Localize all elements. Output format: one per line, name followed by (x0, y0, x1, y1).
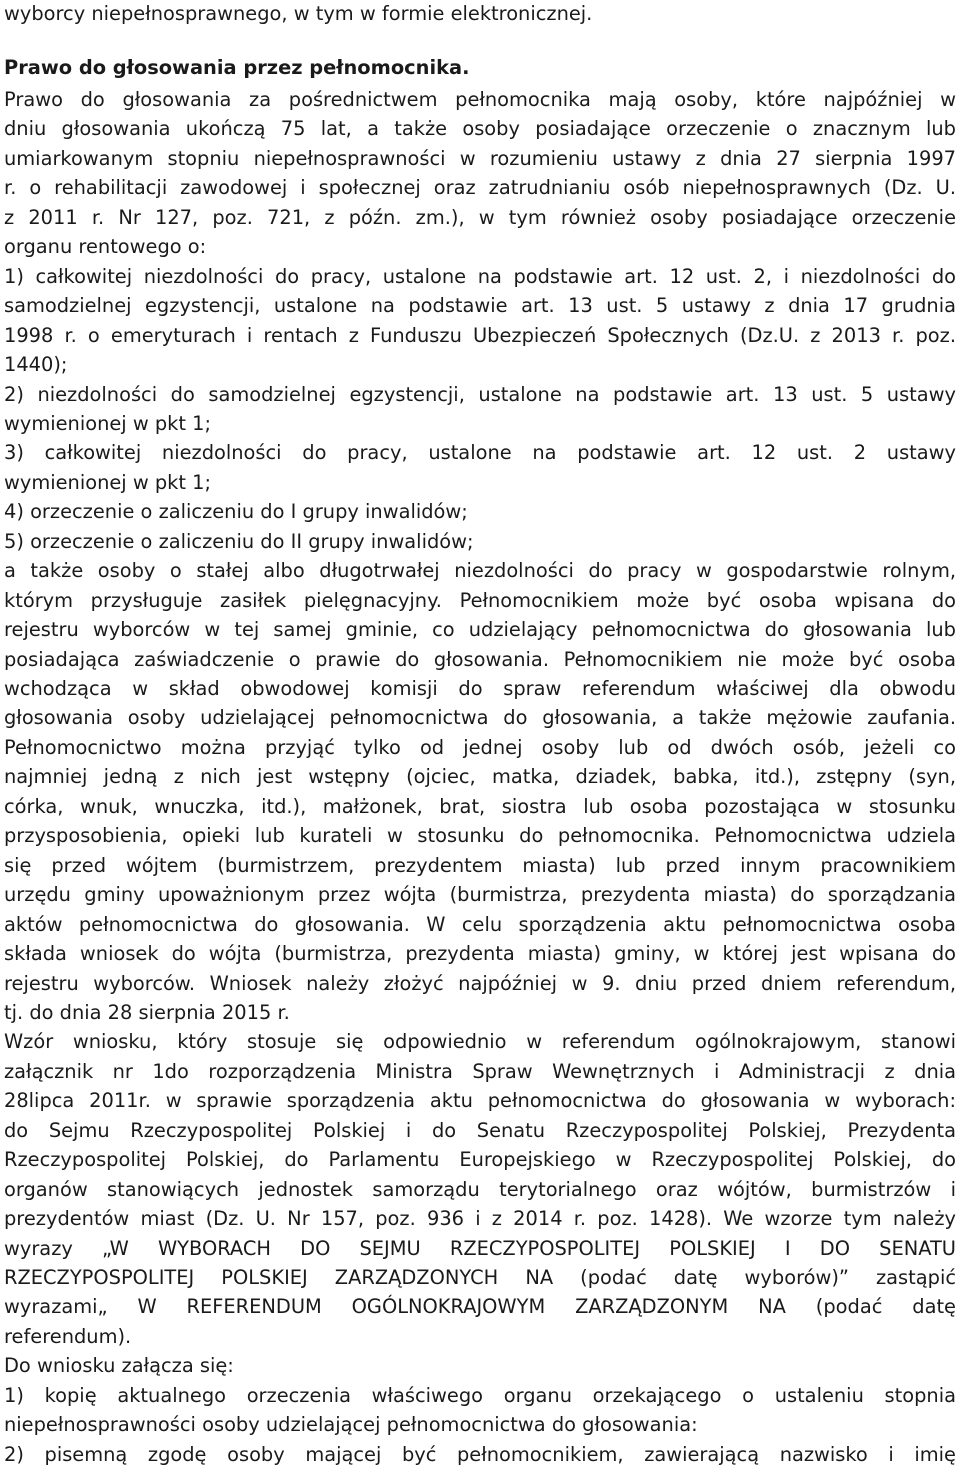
paragraph-line: urzędu gminy upoważnionym przez wójta (burmistrza, prezydenta miasta) do sporządzania (4, 883, 956, 907)
paragraph-line: wymienionej w pkt 1; (4, 470, 212, 494)
paragraph-line: organów stanowiących jednostek samorządu terytorialnego oraz wójtów, burmistrzów i (4, 1177, 956, 1201)
paragraph-line: rejestru wyborców w tej samej gminie, co udzielający pełnomocnictwa do głosowania lub (4, 618, 956, 642)
paragraph-line: wyrazy „W WYBORACH DO SEJMU RZECZYPOSPOLITEJ POLSKIEJ I DO SENATU (4, 1236, 956, 1260)
paragraph-line: 2) pisemną zgodę osoby mającej być pełnomocnikiem, zawierającą nazwisko i imię (4, 1442, 956, 1466)
paragraph-line: umiarkowanym stopniu niepełnosprawności w rozumieniu ustawy z dnia 27 sierpnia 1997 (4, 146, 956, 170)
paragraph-line: 1) całkowitej niezdolności do pracy, ustalone na podstawie art. 12 ust. 2, i niezdolności do (4, 264, 956, 288)
paragraph-line: 1) kopię aktualnego orzeczenia właściwego organu orzekającego o ustaleniu stopnia (4, 1383, 956, 1407)
paragraph-line: prezydentów miast (Dz. U. Nr 157, poz. 936 i z 2014 r. poz. 1428). We wzorze tym należy (4, 1207, 956, 1231)
paragraph-line: z 2011 r. Nr 127, poz. 721, z późn. zm.), w tym również osoby posiadające orzeczenie (4, 205, 956, 229)
paragraph-line: referendum). (4, 1324, 132, 1348)
paragraph-line: 2) niezdolności do samodzielnej egzystencji, ustalone na podstawie art. 13 ust. 5 ustawy (4, 382, 956, 406)
paragraph-line: niepełnosprawności osoby udzielającej pełnomocnictwa do głosowania: (4, 1413, 698, 1437)
paragraph-line: wyrazami„ W REFERENDUM OGÓLNOKRAJOWYM ZARZĄDZONYM NA (podać datę (4, 1295, 956, 1319)
paragraph-line: 1440); (4, 353, 68, 377)
paragraph-line: posiadająca zaświadczenie o prawie do głosowania. Pełnomocnikiem nie może być osoba (4, 647, 956, 671)
paragraph-line: się przed wójtem (burmistrzem, prezydentem miasta) lub przed innym pracownikiem (4, 853, 956, 877)
paragraph-line: którym przysługuje zasiłek pielęgnacyjny. Pełnomocnikiem może być osoba wpisana do (4, 588, 956, 612)
paragraph-line: Do wniosku załącza się: (4, 1354, 234, 1378)
paragraph-line: składa wniosek do wójta (burmistrza, prezydenta miasta) gminy, w której jest wpisana do (4, 942, 956, 966)
paragraph-line: 4) orzeczenie o zaliczeniu do I grupy inwalidów; (4, 500, 468, 524)
paragraph-line: 28lipca 2011r. w sprawie sporządzenia aktu pełnomocnictwa do głosowania w wyborach: (4, 1089, 956, 1113)
paragraph-line: RZECZYPOSPOLITEJ POLSKIEJ ZARZĄDZONYCH NA (podać datę wyborów)” zastąpić (4, 1266, 956, 1289)
paragraph-line: wymienionej w pkt 1; (4, 411, 212, 435)
paragraph-line: a także osoby o stałej albo długotrwałej niezdolności do pracy w gospodarstwie rolnym, (4, 559, 956, 583)
paragraph-line: do Sejmu Rzeczypospolitej Polskiej i do Senatu Rzeczypospolitej Polskiej, Prezydenta (4, 1118, 956, 1142)
paragraph-line: załącznik nr 1do rozporządzenia Ministra Spraw Wewnętrznych i Administracji z dnia (4, 1059, 956, 1083)
paragraph-line: aktów pełnomocnictwa do głosowania. W celu sporządzenia aktu pełnomocnictwa osoba (4, 912, 956, 936)
paragraph-line: córka, wnuk, wnuczka, itd.), małżonek, brat, siostra lub osoba pozostająca w stosunku (4, 794, 956, 818)
paragraph-line: Wzór wniosku, który stosuje się odpowiednio w referendum ogólnokrajowym, stanowi (4, 1030, 956, 1054)
paragraph-line: wchodząca w skład obwodowej komisji do spraw referendum właściwej dla obwodu (4, 677, 956, 700)
paragraph-line: wyborcy niepełnosprawnego, w tym w formie elektronicznej. (4, 2, 593, 25)
paragraph-line: dniu głosowania ukończą 75 lat, a także osoby posiadające orzeczenie o znacznym lub (4, 117, 956, 141)
paragraph-line: głosowania osoby udzielającej pełnomocnictwa do głosowania, a także mężowie zaufania. (4, 706, 956, 730)
paragraph-line: samodzielnej egzystencji, ustalone na podstawie art. 13 ust. 5 ustawy z dnia 17 grudnia (4, 294, 956, 318)
paragraph-line: 5) orzeczenie o zaliczeniu do II grupy inwalidów; (4, 529, 474, 553)
paragraph-line: Prawo do głosowania za pośrednictwem pełnomocnika mają osoby, które najpóźniej w (4, 88, 956, 111)
paragraph-line: 1998 r. o emeryturach i rentach z Funduszu Ubezpieczeń Społecznych (Dz.U. z 2013 r. poz. (4, 323, 956, 347)
paragraph-line: r. o rehabilitacji zawodowej i społecznej oraz zatrudnianiu osób niepełnosprawnych (Dz. U. (4, 176, 956, 200)
paragraph-line: przysposobienia, opieki lub kurateli w stosunku do pełnomocnika. Pełnomocnictwa udziela (4, 824, 956, 848)
paragraph-line: 3) całkowitej niezdolności do pracy, ustalone na podstawie art. 12 ust. 2 ustawy (4, 441, 956, 465)
paragraph-line: Pełnomocnictwo można przyjąć tylko od jednej osoby lub od dwóch osób, jeżeli co (4, 735, 956, 759)
paragraph-line: organu rentowego o: (4, 235, 207, 259)
paragraph-line: najmniej jedną z nich jest wstępny (ojciec, matka, dziadek, babka, itd.), zstępny (syn, (4, 765, 956, 789)
paragraph-line: tj. do dnia 28 sierpnia 2015 r. (4, 1000, 290, 1024)
paragraph-line: rejestru wyborców. Wniosek należy złożyć najpóźniej w 9. dniu przed dniem referendum, (4, 971, 956, 995)
section-heading: Prawo do głosowania przez pełnomocnika. (4, 56, 470, 79)
paragraph-line: Rzeczypospolitej Polskiej, do Parlamentu Europejskiego w Rzeczypospolitej Polskiej, do (4, 1148, 956, 1172)
